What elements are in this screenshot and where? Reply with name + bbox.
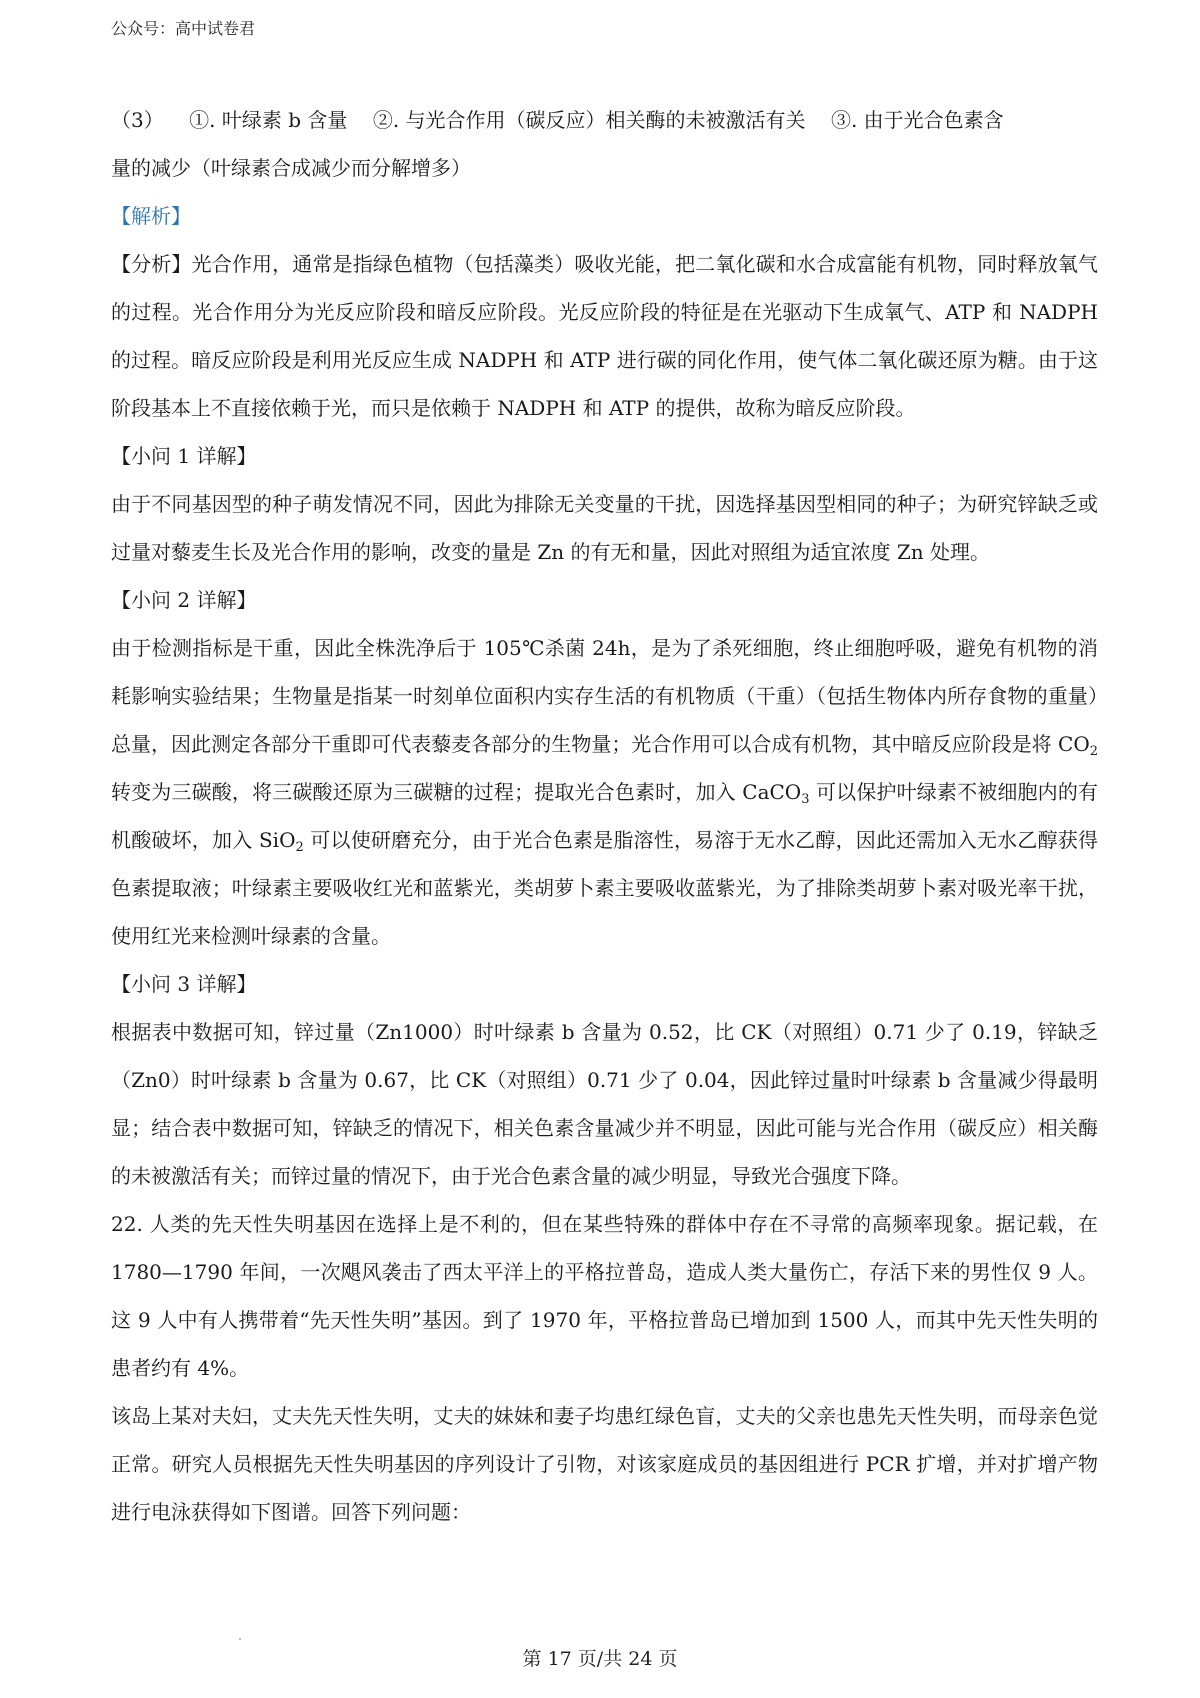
scan-dot xyxy=(239,1638,241,1640)
q2-text-d: 可以使研磨充分，由于光合色素是脂溶性，易溶于无水乙醇，因此还需加入无水乙醇获得色素提取液；叶绿素主要吸收红光和蓝紫光，类胡萝卜素主要吸收蓝紫光，为了排除类胡萝卜素对吸光率干扰，使用红光来检测叶绿素的含量。 xyxy=(111,828,1098,948)
q2-paragraph xyxy=(111,624,1098,960)
q2-sub-sio2: 2 xyxy=(295,840,304,855)
q1-title: 【小问 1 详解】 xyxy=(111,444,257,468)
q2-text-b: 转变为三碳酸，将三碳酸还原为三碳糖的过程；提取光合色素时，加入 CaCO xyxy=(111,780,802,804)
q2-text-a: 由于检测指标是干重，因此全株洗净后于 105℃杀菌 24h，是为了杀死细胞，终止细胞呼吸，避免有机物的消耗影响实验结果；生物量是指某一时刻单位面积内实存生活的有机物质（干重）（包括生物体内所存食物的重量）总量，因此测定各部分干重即可代表藜麦各部分的生物量；光合作用可以合成有机物，其中暗反应阶段是将 CO xyxy=(111,636,1098,756)
q1-paragraph: 由于不同基因型的种子萌发情况不同，因此为排除无关变量的干扰，因选择基因型相同的种子；为研究锌缺乏或过量对藜麦生长及光合作用的影响，改变的量是 Zn 的有无和量，因此对照组为适宜浓度 Zn 处理。 xyxy=(111,492,1098,564)
document-body xyxy=(111,96,1098,1536)
answer-line-2: 量的减少（叶绿素合成减少而分解增多） xyxy=(111,156,471,180)
question-22-intro: 22. 人类的先天性失明基因在选择上是不利的，但在某些特殊的群体中存在不寻常的高频率现象。据记载，在 1780—1790 年间，一次飓风袭击了西太平洋上的平格拉普岛，造成人类大量伤亡，存活下来的男性仅 9 人。这 9 人中有人携带着“先天性失明”基因。到了 1970 年，平格拉普岛已增加到 1500 人，而其中先天性失明的患者约有 4%。 xyxy=(111,1212,1098,1380)
page-header-source: 公众号：高中试卷君 xyxy=(111,19,256,38)
q2-title: 【小问 2 详解】 xyxy=(111,588,257,612)
answer-line-1: （3） ①. 叶绿素 b 含量 ②. 与光合作用（碳反应）相关酶的未被激活有关 ③. 由于光合色素含 xyxy=(111,108,1004,132)
page-footer-number: 第 17 页/共 24 页 xyxy=(522,1648,678,1670)
analysis-paragraph: 【分析】光合作用，通常是指绿色植物（包括藻类）吸收光能，把二氧化碳和水合成富能有机物，同时释放氧气的过程。光合作用分为光反应阶段和暗反应阶段。光反应阶段的特征是在光驱动下生成氧气、ATP 和 NADPH 的过程。暗反应阶段是利用光反应生成 NADPH 和 ATP 进行碳的同化作用，使气体二氧化碳还原为糖。由于这阶段基本上不直接依赖于光，而只是依赖于 NADPH 和 ATP 的提供，故称为暗反应阶段。 xyxy=(111,252,1098,420)
analysis-label: 【解析】 xyxy=(111,204,191,228)
question-22-family: 该岛上某对夫妇，丈夫先天性失明，丈夫的妹妹和妻子均患红绿色盲，丈夫的父亲也患先天性失明，而母亲色觉正常。研究人员根据先天性失明基因的序列设计了引物，对该家庭成员的基因组进行 PCR 扩增，并对扩增产物进行电泳获得如下图谱。回答下列问题： xyxy=(111,1404,1098,1524)
q3-title: 【小问 3 详解】 xyxy=(111,972,257,996)
q2-sub-caco3: 3 xyxy=(801,792,810,807)
q2-sub-co2: 2 xyxy=(1089,744,1098,759)
q2-text-c: 可以保护叶绿素不被细胞内的有机酸破坏，加入 SiO xyxy=(111,780,1098,852)
q3-paragraph: 根据表中数据可知，锌过量（Zn1000）时叶绿素 b 含量为 0.52，比 CK（对照组）0.71 少了 0.19，锌缺乏（Zn0）时叶绿素 b 含量为 0.67，比 CK（对照组）0.71 少了 0.04，因此锌过量时叶绿素 b 含量减少得最明显；结合表中数据可知，锌缺乏的情况下，相关色素含量减少并不明显，因此可能与光合作用（碳反应）相关酶的未被激活有关；而锌过量的情况下，由于光合色素含量的减少明显，导致光合强度下降。 xyxy=(111,1020,1098,1188)
